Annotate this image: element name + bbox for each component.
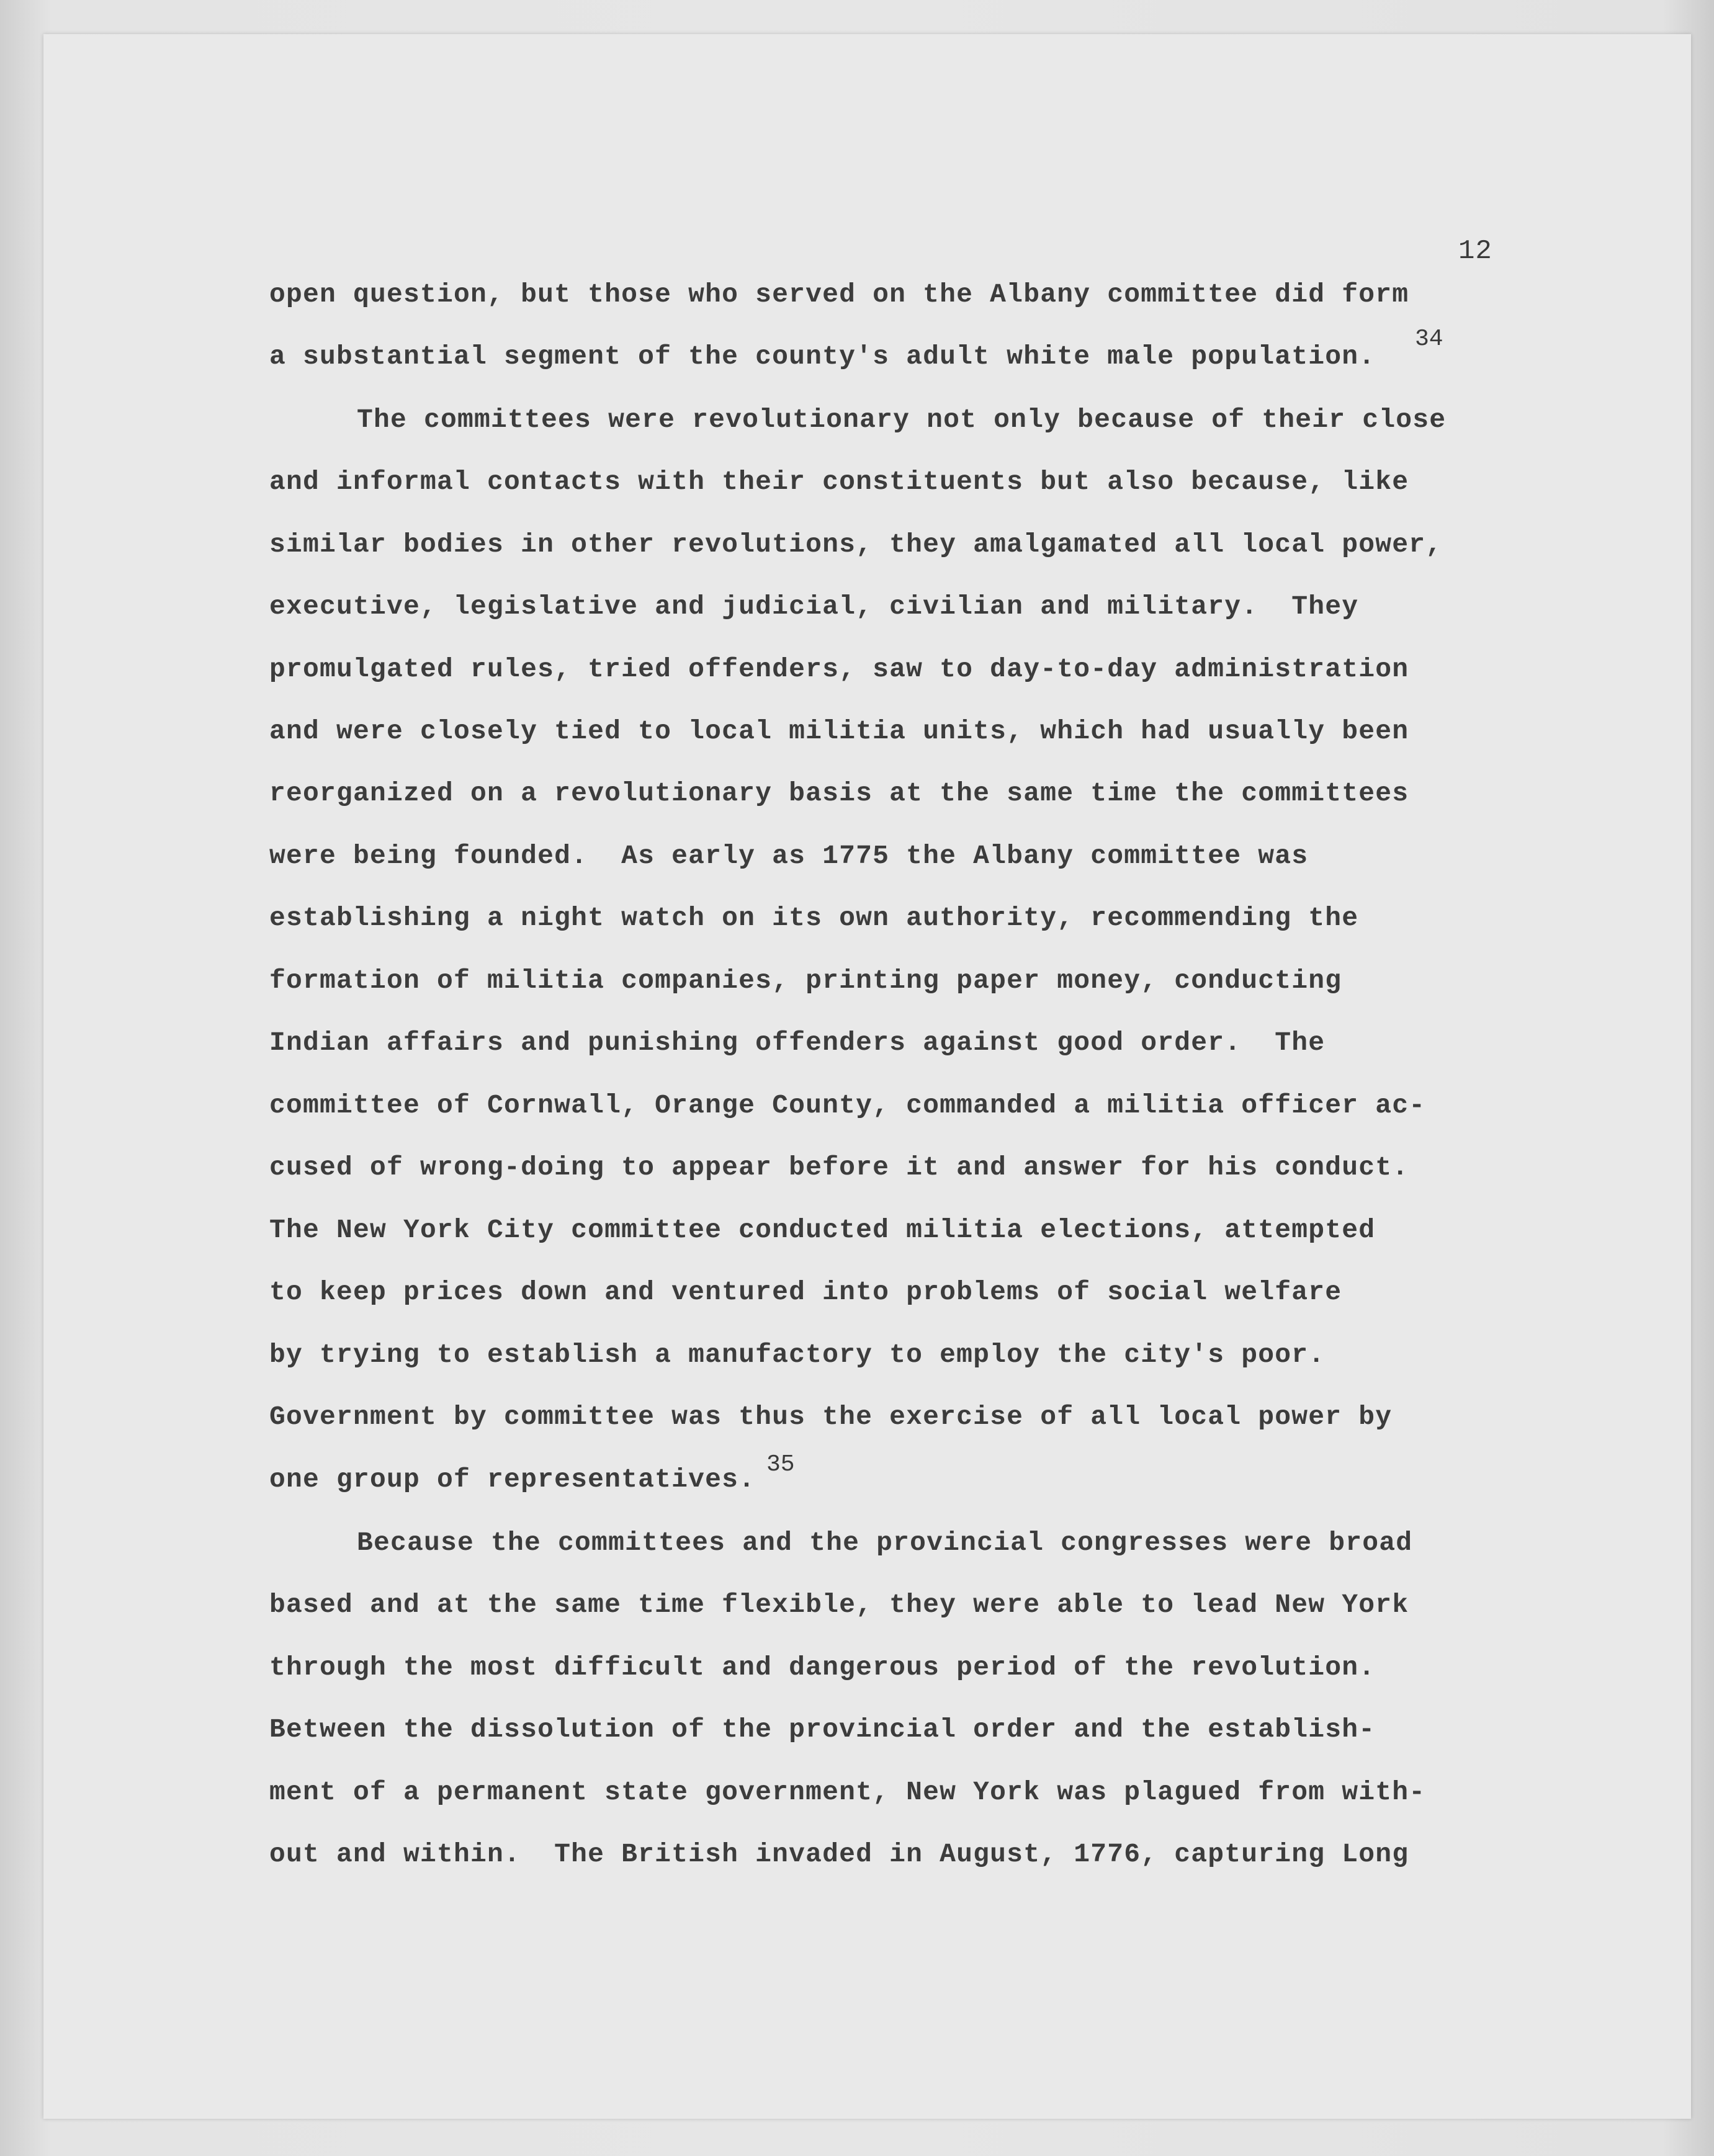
page-number: 12 — [1458, 236, 1492, 267]
text-line: were being founded. As early as 1775 the Albany committee was — [269, 841, 1309, 871]
text-line: cused of wrong-doing to appear before it and answer for his conduct. — [269, 1152, 1409, 1183]
text-line: by trying to establish a manufactory to employ the city's poor. — [269, 1340, 1326, 1370]
text-line: establishing a night watch on its own authority, recommending the — [269, 903, 1359, 933]
text-line: based and at the same time flexible, they were able to lead New York — [269, 1590, 1409, 1620]
text-line: promulgated rules, tried offenders, saw to day-to-day administration — [269, 654, 1409, 684]
text-line: through the most difficult and dangerous period of the revolution. — [269, 1652, 1376, 1683]
text-line: The committees were revolutionary not only because of their close — [357, 405, 1447, 435]
text-line: to keep prices down and ventured into problems of social welfare — [269, 1277, 1342, 1307]
text-line: open question, but those who served on the Albany committee did form — [269, 279, 1409, 310]
footnote-reference: 34 — [1415, 326, 1443, 352]
typed-page — [43, 34, 1691, 2119]
text-line: Because the committees and the provincial congresses were broad — [357, 1528, 1413, 1558]
text-line: executive, legislative and judicial, civilian and military. They — [269, 591, 1359, 622]
text-line: ment of a permanent state government, New York was plagued from with- — [269, 1777, 1426, 1807]
text-line: formation of militia companies, printing paper money, conducting — [269, 965, 1342, 996]
text-line: similar bodies in other revolutions, they amalgamated all local power, — [269, 529, 1443, 560]
text-line: reorganized on a revolutionary basis at the same time the committees — [269, 778, 1409, 808]
text-line: committee of Cornwall, Orange County, commanded a militia officer ac- — [269, 1090, 1426, 1120]
text-line: one group of representatives. — [269, 1464, 756, 1495]
footnote-reference: 35 — [766, 1451, 795, 1478]
text-line: The New York City committee conducted militia elections, attempted — [269, 1215, 1376, 1245]
text-line: and informal contacts with their constituents but also because, like — [269, 467, 1409, 497]
text-line: a substantial segment of the county's adult white male population. — [269, 341, 1376, 372]
text-line: and were closely tied to local militia units, which had usually been — [269, 716, 1409, 746]
text-line: Indian affairs and punishing offenders against good order. The — [269, 1027, 1326, 1058]
text-line: Between the dissolution of the provincial order and the establish- — [269, 1714, 1376, 1745]
text-line: Government by committee was thus the exercise of all local power by — [269, 1402, 1393, 1432]
text-line: out and within. The British invaded in August, 1776, capturing Long — [269, 1839, 1409, 1869]
